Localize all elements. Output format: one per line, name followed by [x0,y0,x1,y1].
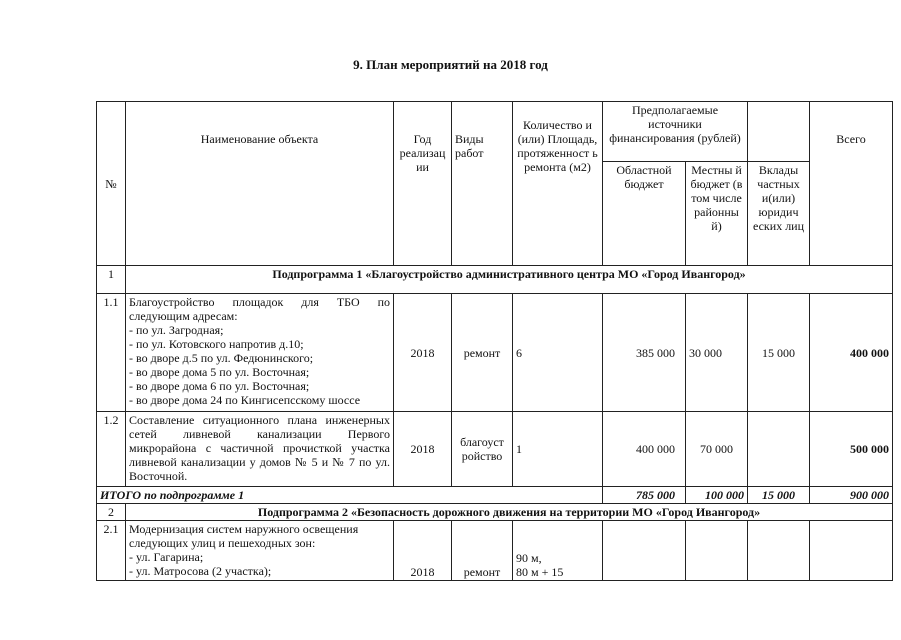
subprogram-1-row [97,266,893,294]
row-private [748,521,810,581]
row-name-line: - по ул. Котовского напротив д.10; [129,337,304,351]
total-private: 15 000 [748,487,810,504]
subprogram-title: Подпрограмма 1 «Благоустройство административного центра МО «Город Ивангород» [126,266,893,294]
subprogram-2-row [97,504,893,521]
row-name-line: - во дворе дома 5 по ул. Восточная; [129,365,310,379]
table-row [97,294,893,412]
row-regional [603,521,686,581]
header-blank [748,102,810,162]
row-name-line: следующим адресам: [129,309,238,323]
header-year: Год реализац ии [394,102,452,266]
table-row [97,412,893,487]
subprogram-number: 1 [97,266,126,294]
row-name [126,294,394,412]
header-total: Всего [810,102,893,266]
row-name-line: - во дворе д.5 по ул. Федюнинского; [129,351,314,365]
row-quantity [513,521,603,581]
row-name-line: - во дворе дома 24 по Кингисепсскому шоссе [129,393,361,407]
row-name-first-line [129,295,390,309]
row-name [126,521,394,581]
table-row [97,521,893,581]
row-total: 500 000 [810,412,893,487]
row-quantity: 1 [513,412,603,487]
row-quantity-line: 90 м, [516,551,542,565]
row-name-line: следующих улиц и пешеходных зон: [129,536,316,550]
row-quantity: 6 [513,294,603,412]
row-private [748,412,810,487]
row-name-line: Благоустройство площадок для ТБО по [129,295,390,309]
row-regional: 400 000 [603,412,686,487]
plan-table [96,101,893,581]
row-number: 1.2 [97,412,126,487]
row-number: 2.1 [97,521,126,581]
row-regional: 385 000 [603,294,686,412]
row-name: Составление ситуационного плана инженерных сетей ливневой канализации Первого микрорайона с частичной прочисткой участка ливневой канализации у домов № 5 и № 7 по ул. Восточной. [126,412,394,487]
row-local [686,521,748,581]
total-regional: 785 000 [603,487,686,504]
total-total: 900 000 [810,487,893,504]
row-total [810,521,893,581]
header-number: № [97,102,126,266]
header-private: Вклады частных и(или) юридич еских лиц [748,162,810,266]
subprogram-total-row [97,487,893,504]
header-quantity: Количество и (или) Площадь, протяженност ь ремонта (м2) [513,102,603,266]
row-name-line: - ул. Матросова (2 участка); [129,564,272,578]
row-total: 400 000 [810,294,893,412]
page-title: 9. План мероприятий на 2018 год [353,57,548,72]
row-number: 1.1 [97,294,126,412]
total-local: 100 000 [686,487,748,504]
total-label: ИТОГО по подпрограмме 1 [97,487,603,504]
header-regional: Областной бюджет [603,162,686,266]
row-local: 70 000 [686,412,748,487]
header-sources: Предполагаемые источники финансирования (рублей) [603,102,748,162]
row-year: 2018 [394,521,452,581]
row-name-line: - ул. Гагарина; [129,550,204,564]
row-works: благоуст ройство [452,412,513,487]
subprogram-number: 2 [97,504,126,521]
subprogram-title: Подпрограмма 2 «Безопасность дорожного движения на территории МО «Город Ивангород» [126,504,893,521]
header-local: Местны й бюджет (в том числе районны й) [686,162,748,266]
row-works: ремонт [452,521,513,581]
row-year: 2018 [394,294,452,412]
row-name-line: - по ул. Загродная; [129,323,224,337]
header-row-1 [97,102,893,162]
header-works: Виды работ [452,102,513,266]
header-name: Наименование объекта [126,102,394,266]
row-local: 30 000 [686,294,748,412]
row-name-line: Модернизация систем наружного освещения [129,522,359,536]
row-private: 15 000 [748,294,810,412]
row-works: ремонт [452,294,513,412]
row-name-line: - во дворе дома 6 по ул. Восточная; [129,379,310,393]
row-quantity-line: 80 м + 15 [516,565,564,579]
row-year: 2018 [394,412,452,487]
